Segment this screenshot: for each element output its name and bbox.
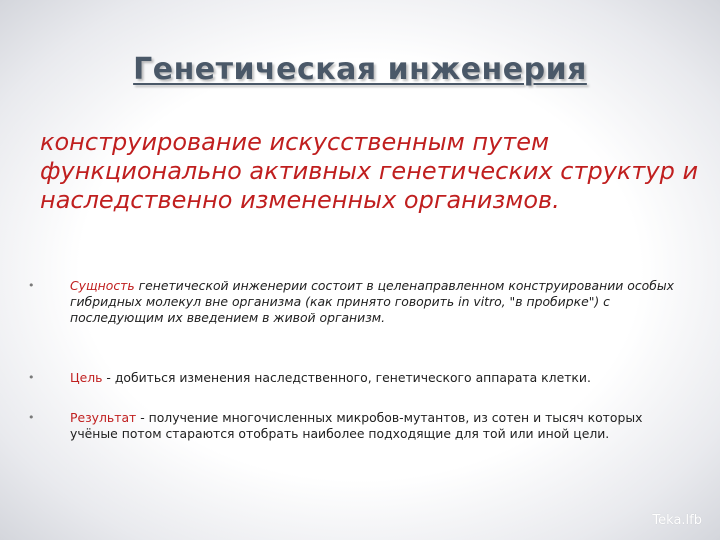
watermark-text: Teka.lfb xyxy=(652,513,702,528)
bullet-key-term: Результат xyxy=(70,410,137,425)
bullet-text: - получение многочисленных микробов-мутантов, из сотен и тысяч которых учёные потом стараются отобрать наиболее подходящие для той или иной цели. xyxy=(70,410,643,441)
bullet-text: генетической инженерии состоит в целенаправленном конструировании особых гибридных молекул вне организма (как принято говорить in vitro, "в пробирке") с последующим их введением в живой организм. xyxy=(70,278,675,325)
bullet-text: - добиться изменения наследственного, генетического аппарата клетки. xyxy=(102,370,591,385)
bullet-body xyxy=(70,370,591,385)
bullet-body xyxy=(70,410,642,441)
bullet-dot-icon: • xyxy=(28,371,35,384)
bullet-item-essence xyxy=(28,278,688,370)
bullet-list xyxy=(28,278,688,442)
slide-title: Генетическая инженерия xyxy=(133,52,587,87)
bullet-item-result xyxy=(28,410,688,442)
bullet-body xyxy=(70,278,674,325)
bullet-item-goal xyxy=(28,370,688,410)
bullet-key-term: Сущность xyxy=(70,278,135,293)
bullet-dot-icon: • xyxy=(28,279,35,292)
bullet-key-term: Цель xyxy=(70,370,103,385)
definition-text: конструирование искусственным путем функционально активных генетических структур и наследственно измененных организмов. xyxy=(40,128,699,214)
bullet-dot-icon: • xyxy=(28,411,35,424)
